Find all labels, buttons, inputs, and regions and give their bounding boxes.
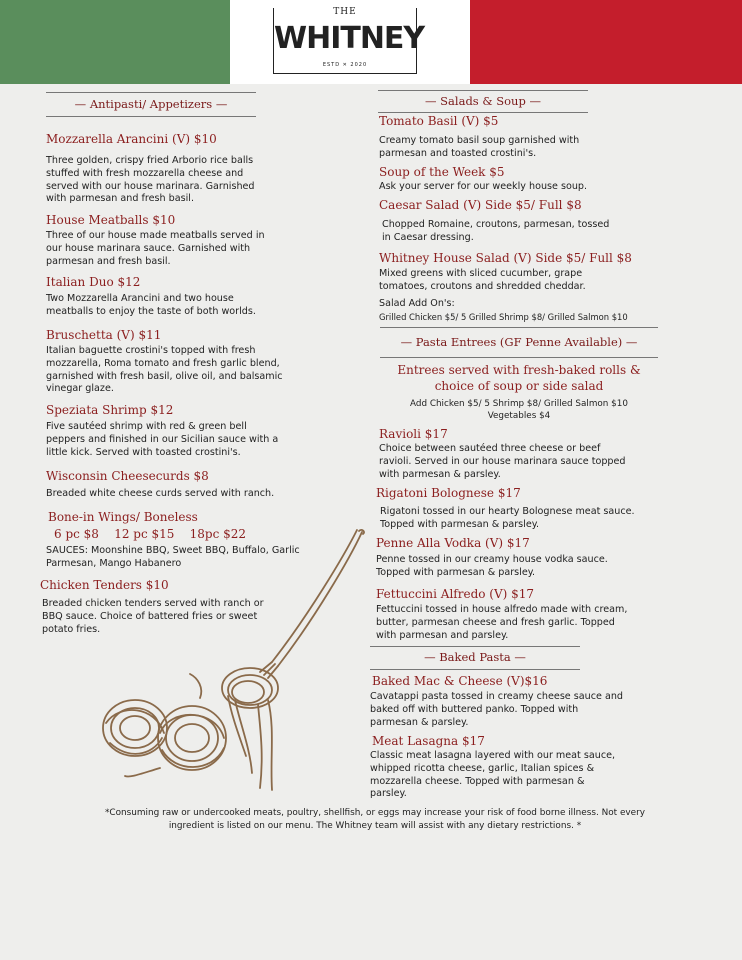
logo-the: THE <box>274 7 416 17</box>
logo-established: ESTD ✕ 2020 <box>322 62 368 68</box>
item-desc: Cavatappi pasta tossed in creamy cheese sauce and baked off with buttered panko. Topped with parmesan & parsley. <box>370 691 623 728</box>
section-appetizers-title: Antipasti/ Appetizers <box>89 97 213 111</box>
section-baked-title: Baked Pasta <box>439 650 511 664</box>
pasta-fork-illustration <box>100 528 370 798</box>
item-title: Whitney House Salad (V) Side $5/ Full $8 <box>379 251 632 265</box>
item-title: Fettuccini Alfredo (V) $17 <box>376 587 535 601</box>
item-desc: Three golden, crispy fried Arborio rice balls stuffed with fresh mozzarella cheese and served with our house marinara. Garnished with parmesan and fresh basil. <box>46 155 255 205</box>
item-title: Italian Duo $12 <box>46 275 141 289</box>
item-subtitle: 6 pc $8 12 pc $15 18pc $22 <box>54 527 247 541</box>
item-title: Ravioli $17 <box>379 427 448 441</box>
item-desc: Chopped Romaine, croutons, parmesan, tossed in Caesar dressing. <box>382 219 610 243</box>
item-title: Baked Mac & Cheese (V)$16 <box>372 674 548 688</box>
section-salads: — Salads & Soup — <box>378 90 588 114</box>
item-title: Soup of the Week $5 <box>379 165 505 179</box>
item-title: House Meatballs $10 <box>46 213 176 227</box>
section-appetizers: — Antipasti/ Appetizers — <box>46 92 256 118</box>
item-desc: Classic meat lasagna layered with our meat sauce, whipped ricotta cheese, garlic, Italian spices & mozzarella cheese. Topped with parmesan & parsley. <box>370 750 616 800</box>
header-band-red <box>470 0 742 84</box>
item-title: Penne Alla Vodka (V) $17 <box>376 536 530 550</box>
section-baked: — Baked Pasta — <box>370 646 580 670</box>
item-title: Speziata Shrimp $12 <box>46 403 174 417</box>
item-desc: Mixed greens with sliced cucumber, grape tomatoes, croutons and shredded cheddar. <box>379 268 586 292</box>
item-desc: Choice between sautéed three cheese or beef ravioli. Served in our house marinara sauce topped with parmesan & parsley. <box>379 443 626 480</box>
salad-addons: Grilled Chicken $5/ 5 Grilled Shrimp $8/ Grilled Salmon $10 <box>379 312 628 322</box>
item-desc: Italian baguette crostini's topped with fresh mozzarella, Roma tomato and fresh garlic blend, garnished with fresh basil, olive oil, and balsamic vinegar glaze. <box>46 345 283 395</box>
item-desc: Ask your server for our weekly house soup. <box>379 181 588 192</box>
item-title: Wisconsin Cheesecurds $8 <box>46 469 209 483</box>
item-title: Tomato Basil (V) $5 <box>379 114 499 128</box>
salad-addons-label: Salad Add On's: <box>379 298 455 309</box>
item-desc: Three of our house made meatballs served in our house marinara sauce. Garnished with parmesan and fresh basil. <box>46 230 265 267</box>
item-desc: Rigatoni tossed in our hearty Bolognese meat sauce. Topped with parmesan & parsley. <box>380 506 635 530</box>
item-title: Meat Lasagna $17 <box>372 734 485 748</box>
item-desc: Breaded chicken tenders served with ranch or BBQ sauce. Choice of battered fries or sweet potato fries. <box>42 598 264 635</box>
item-title: Bruschetta (V) $11 <box>46 328 162 342</box>
section-pasta-title: Pasta Entrees (GF Penne Available) <box>415 335 623 349</box>
item-title: Caesar Salad (V) Side $5/ Full $8 <box>379 198 582 212</box>
item-title: Bone-in Wings/ Boneless <box>48 510 198 524</box>
item-desc: Penne tossed in our creamy house vodka sauce. Topped with parmesan & parsley. <box>376 554 608 578</box>
logo-name: WHITNEY <box>274 21 425 56</box>
item-desc: Two Mozzarella Arancini and two house meatballs to enjoy the taste of both worlds. <box>46 293 256 317</box>
header-band-green <box>0 0 230 84</box>
item-title: Mozzarella Arancini (V) $10 <box>46 132 217 146</box>
item-desc: SAUCES: Moonshine BBQ, Sweet BBQ, Buffalo, Garlic Parmesan, Mango Habanero <box>46 545 300 569</box>
entrees-note: Entrees served with fresh-baked rolls & choice of soup or side salad <box>397 363 641 393</box>
allergy-disclaimer: *Consuming raw or undercooked meats, poultry, shellfish, or eggs may increase your risk of food borne illness. Not every ingredient is listed on our menu. The Whitney team will assist with any dietary restrictions. * <box>104 808 646 831</box>
logo <box>273 7 425 74</box>
section-pasta: — Pasta Entrees (GF Penne Available) — <box>380 327 658 358</box>
entree-addons-vegetables: Vegetables $4 <box>487 411 551 421</box>
item-desc: Fettuccini tossed in house alfredo made with cream, butter, parmesan cheese and fresh garlic. Topped with parmesan and parsley. <box>376 604 628 641</box>
entree-addons: Add Chicken $5/ 5 Shrimp $8/ Grilled Salmon $10 <box>410 399 628 409</box>
item-title: Chicken Tenders $10 <box>40 578 169 592</box>
section-salads-title: Salads & Soup <box>440 94 526 108</box>
item-desc: Five sautéed shrimp with red & green bell peppers and finished in our Sicilian sauce with a little kick. Served with toasted crostini's. <box>46 421 279 458</box>
item-desc: Breaded white cheese curds served with ranch. <box>46 488 275 499</box>
item-title: Rigatoni Bolognese $17 <box>376 486 521 500</box>
item-desc: Creamy tomato basil soup garnished with parmesan and toasted crostini's. <box>379 135 580 159</box>
